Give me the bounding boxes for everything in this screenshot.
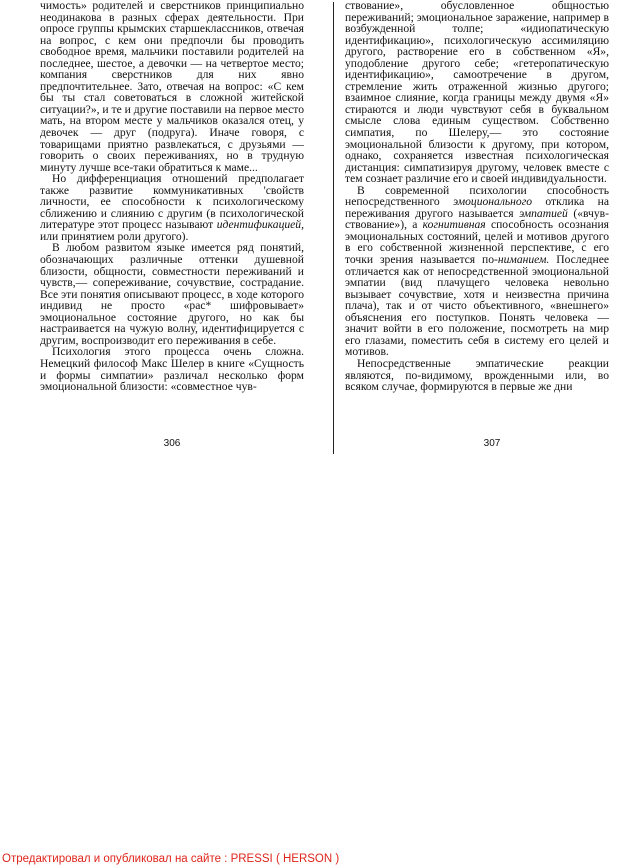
page-number-left: 306 xyxy=(163,438,181,449)
paragraph: чимость» родителей и сверстников принципиально неодинакова в разных сферах деятельности. При опросе группы крымских старшеклассников, отвечая на вопрос, с кем они предпочли бы проводить свободное время, мальчики поставили родителей на последнее, шестое, а девочки — на четвертое место; компания сверстников для них явно предпочтительнее. Зато, отвечая на вопрос: «С кем бы ты стал советоваться в сложной житейской ситуации?», и те и другие поставили на первое место мать, на втором месте у мальчиков оказался отец, у девочек — друг (подруга). Иначе говоря, с товарищами приятно развлекаться, с друзьями — говорить о своих переживаниях, но в трудную минуту лучше все-таки обратиться к маме... xyxy=(40,0,304,174)
page-number-right: 307 xyxy=(483,438,501,449)
column-divider xyxy=(333,2,334,454)
paragraph: Но дифференциация отношений предполагает также развитие коммуникативных 'свойств личности, ее способности к психологическому сближению и слиянию с другим (в психологической литературе этот процесс называют идентификацией, или принятием роли другого). xyxy=(40,172,304,243)
left-page-text xyxy=(40,0,304,393)
paragraph: Непосредственные эмпатические реакции являются, по-видимому, врожденными или, во всяком случае, формируются в первые же дни xyxy=(345,356,609,394)
publisher-credit: Отредактировал и опубликовал на сайте : PRESSI ( HERSON ) xyxy=(2,853,340,865)
paragraph: ствование», обусловленное общностью переживаний; эмоциональное заражение, например в возбужденной толпе; «идиопатическую идентификацию», психологическую ассимиляцию другого, растворение его в собственном «Я», уподобление другого себе; «гетеропатическую идентификацию», самоотречение в другом, стремление жить отраженной жизнью другого; взаимное слияние, когда границы между двумя «Я» стираются и люди чувствуют себя в буквальном смысле слова единым существом. Собственно симпатия, по Шелеру,— это состояние эмоциональной близости к другому, при котором, однако, сохраняется известная психологическая дистанция: симпатизируя другому, человек вместе с тем сознает различие его и своей индивидуальности. xyxy=(345,0,609,186)
paragraph: В современной психологии способность непосредственного эмоционального отклика на переживания другого называется эмпатией («вчув-ствование»), а когнитивная способность осознания эмоциональных состояний, целей и мотивов другого в его собственной жизненной перспективе, с его точки зрения называется по-ниманием. Последнее отличается как от непосредственной эмоциональной эмпатии (вид плачущего человека невольно вызывает сочувствие, хотя и неизвестна причина плача), так и от чисто объективного, «внешнего» объяснения его поступков. Понять человека — значит войти в его положение, посмотреть на мир его глазами, поместить себя в систему его целей и мотивов. xyxy=(345,183,610,359)
paragraph: В любом развитом языке имеется ряд понятий, обозначающих различные оттенки душевной близости, общности, совместности переживаний и чувств,— сопереживание, сочувствие, сострадание. Все эти понятия описывают процесс, в ходе которого индивид не просто «рас* шифровывает» эмоциональное состояние другого, но как бы настраивается на чужую волну, идентифицируется с другим, воспроизводит его переживания в себе. xyxy=(40,241,304,347)
right-page-text xyxy=(345,0,609,393)
paragraph: Психология этого процесса очень сложна. Немецкий философ Макс Шелер в книге «Сущность и формы симпатии» различал несколько форм эмоциональной близости: «совместное чув- xyxy=(40,345,304,394)
